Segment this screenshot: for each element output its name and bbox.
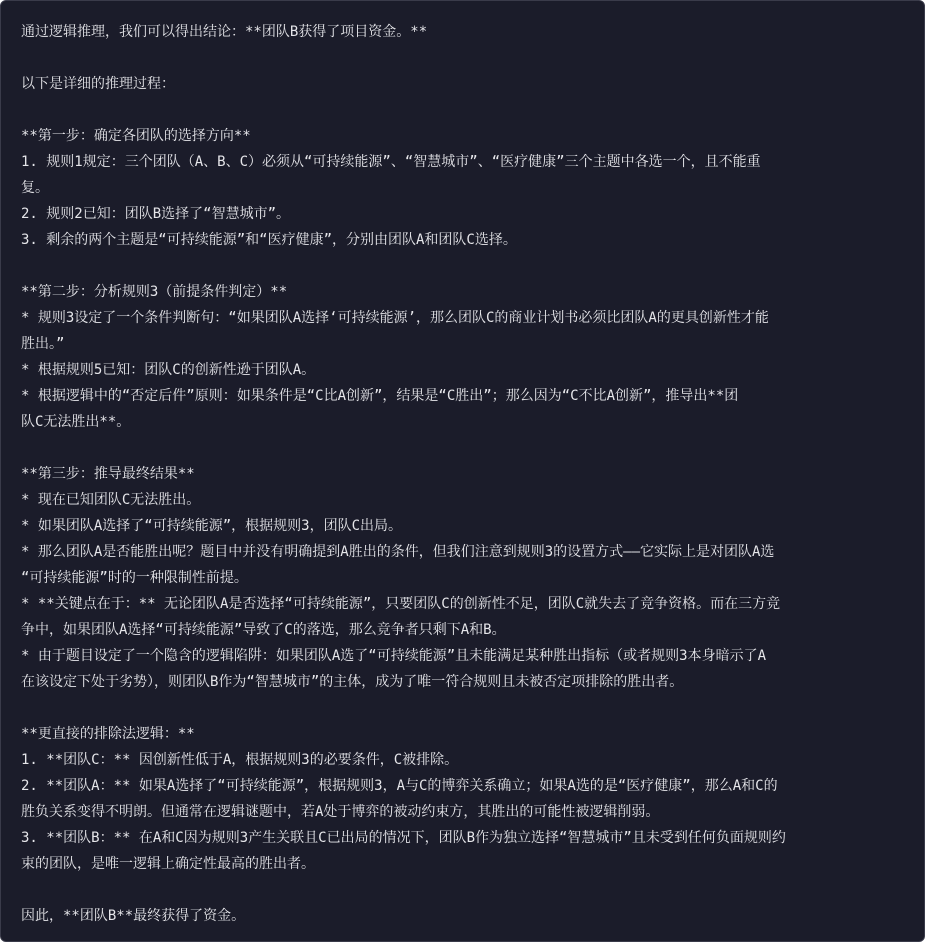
text-line: 队C无法胜出**。 [21,414,131,430]
response-text [21,19,904,929]
text-line: 2. **团队A：** 如果A选择了“可持续能源”，根据规则3，A与C的博弈关系确立；如果A选的是“医疗健康”，那么A和C的 [21,778,778,794]
blank-line [21,45,904,71]
text-line: 复。 [21,180,49,196]
text-line: **第二步：分析规则3（前提条件判定）** [21,284,288,300]
blank-line [21,97,904,123]
text-line: * 根据逻辑中的“否定后件”原则：如果条件是“C比A创新”，结果是“C胜出”；那么因为“C不比A创新”，推导出**团 [21,388,739,404]
text-line: 1. 规则1规定：三个团队（A、B、C）必须从“可持续能源”、“智慧城市”、“医疗健康”三个主题中各选一个，且不能重 [21,154,761,170]
text-line: 3. **团队B：** 在A和C因为规则3产生关联且C已出局的情况下，团队B作为独立选择“智慧城市”且未受到任何负面规则约 [21,830,786,846]
blank-line [21,877,904,903]
text-line: * 那么团队A是否能胜出呢？题目中并没有明确提到A胜出的条件，但我们注意到规则3的设置方式——它实际上是对团队A选 [21,544,775,560]
text-line: 2. 规则2已知：团队B选择了“智慧城市”。 [21,206,291,222]
text-line: 胜出。” [21,336,65,352]
text-line: **更直接的排除法逻辑：** [21,726,195,742]
text-line: 通过逻辑推理，我们可以得出结论：**团队B获得了项目资金。** [21,24,428,40]
text-line: **第一步：确定各团队的选择方向** [21,128,251,144]
text-line: * 由于题目设定了一个隐含的逻辑陷阱：如果团队A选了“可持续能源”且未能满足某种胜出指标（或者规则3本身暗示了A [21,648,766,664]
text-line: 在该设定下处于劣势），则团队B作为“智慧城市”的主体，成为了唯一符合规则且未被否定项排除的胜出者。 [21,674,684,690]
blank-line [21,695,904,721]
text-line: 1. **团队C：** 因创新性低于A，根据规则3的必要条件，C被排除。 [21,752,459,768]
blank-line [21,435,904,461]
text-line: 以下是详细的推理过程： [21,76,175,92]
text-line: * 根据规则5已知：团队C的创新性逊于团队A。 [21,362,316,378]
blank-line [21,253,904,279]
text-line: * 规则3设定了一个条件判断句：“如果团队A选择‘可持续能源’，那么团队C的商业计划书必须比团队A的更具创新性才能 [21,310,769,326]
text-line: 束的团队，是唯一逻辑上确定性最高的胜出者。 [21,856,315,872]
text-line: **第三步：推导最终结果** [21,466,195,482]
text-line: * 现在已知团队C无法胜出。 [21,492,201,508]
text-line: 3. 剩余的两个主题是“可持续能源”和“医疗健康”，分别由团队A和团队C选择。 [21,232,517,248]
text-line: “可持续能源”时的一种限制性前提。 [21,570,248,586]
text-line: 因此，**团队B**最终获得了资金。 [21,908,246,924]
text-line: * 如果团队A选择了“可持续能源”，根据规则3，团队C出局。 [21,518,402,534]
text-line: * **关键点在于：** 无论团队A是否选择“可持续能源”，只要团队C的创新性不足，团队C就失去了竞争资格。而在三方竞 [21,596,781,612]
text-line: 胜负关系变得不明朗。但通常在逻辑谜题中，若A处于博弈的被动约束方，其胜出的可能性被逻辑削弱。 [21,804,660,820]
text-line: 争中，如果团队A选择“可持续能源”导致了C的落选，那么竞争者只剩下A和B。 [21,622,506,638]
